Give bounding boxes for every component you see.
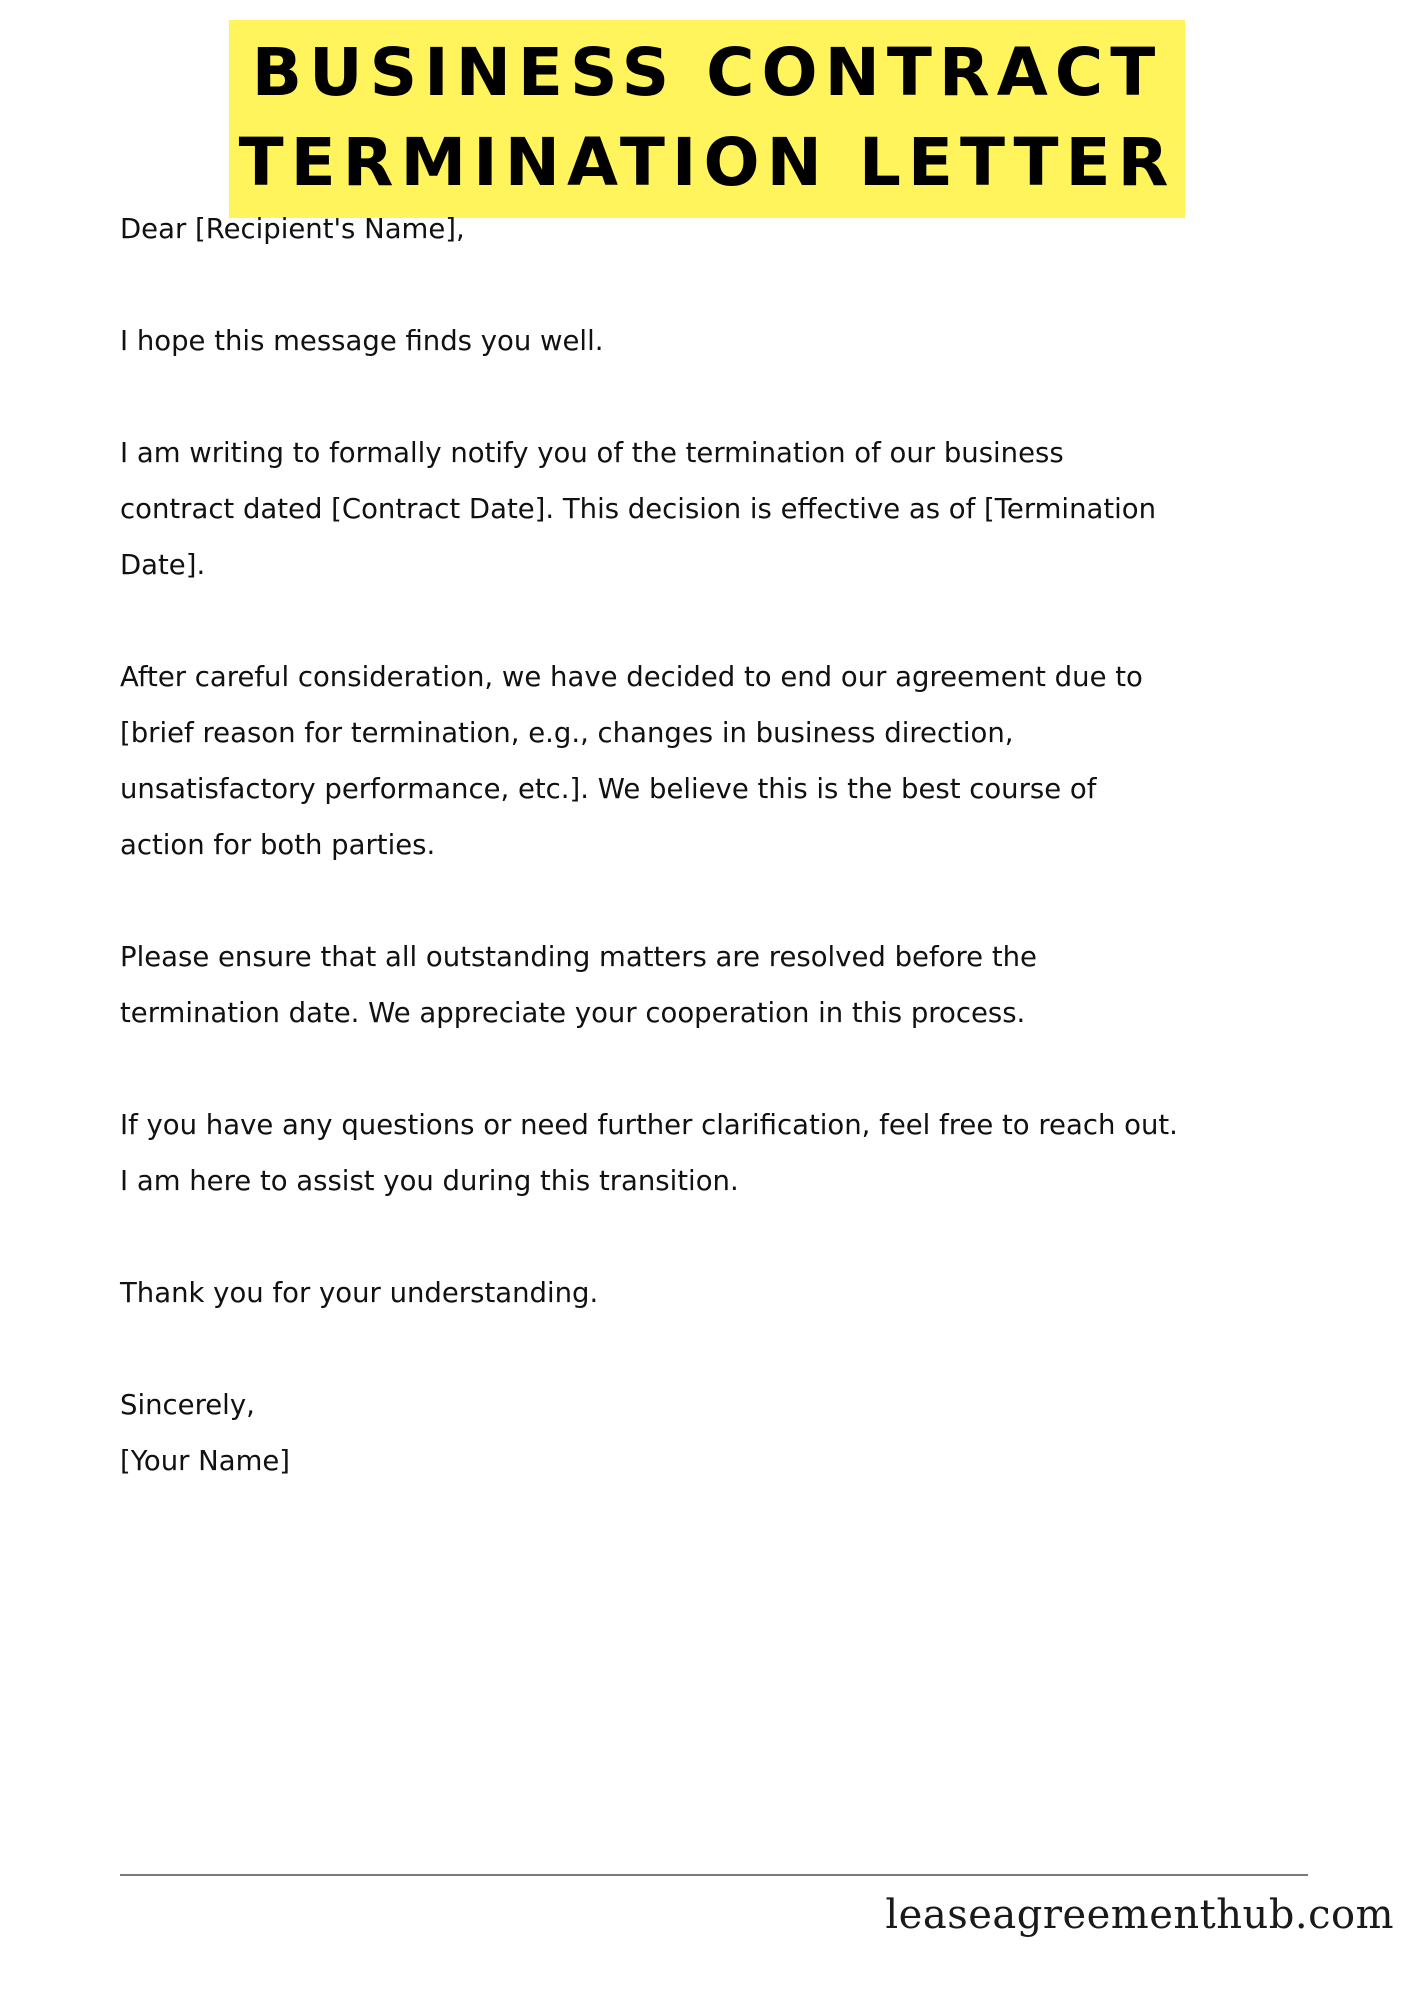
paragraph-line: I hope this message finds you well. <box>120 325 604 357</box>
paragraph-line: action for both parties. <box>120 829 436 861</box>
paragraph-questions <box>120 1097 1320 1209</box>
paragraph-line: [brief reason for termination, e.g., changes in business direction, <box>120 717 1014 749</box>
paragraph-notice <box>120 425 1320 593</box>
paragraph-line: unsatisfactory performance, etc.]. We believe this is the best course of <box>120 773 1097 805</box>
page-title <box>229 20 1186 218</box>
paragraph-thanks <box>120 1265 1320 1321</box>
paragraph-reason <box>120 649 1320 873</box>
footer-site-name: leaseagreementhub.com <box>885 1892 1394 1938</box>
greeting-text: Dear [Recipient's Name], <box>120 213 465 245</box>
title-line-2: TERMINATION LETTER <box>238 124 1176 201</box>
greeting <box>120 201 1320 257</box>
paragraph-line: After careful consideration, we have decided to end our agreement due to <box>120 661 1143 693</box>
paragraph-line: If you have any questions or need further clarification, feel free to reach out. <box>120 1109 1178 1141</box>
paragraph-line: I am writing to formally notify you of the termination of our business <box>120 437 1064 469</box>
paragraph-opening <box>120 313 1320 369</box>
title-line-1: BUSINESS CONTRACT <box>251 34 1163 111</box>
paragraph-line: Thank you for your understanding. <box>120 1277 599 1309</box>
paragraph-line: termination date. We appreciate your cooperation in this process. <box>120 997 1026 1029</box>
paragraph-matters <box>120 929 1320 1041</box>
title-area <box>0 20 1414 218</box>
paragraph-line: Please ensure that all outstanding matters are resolved before the <box>120 941 1037 973</box>
paragraph-line: Date]. <box>120 549 206 581</box>
letter-body <box>120 201 1320 1545</box>
closing-text: Sincerely, <box>120 1389 255 1421</box>
signoff <box>120 1377 1320 1489</box>
footer-divider <box>120 1874 1308 1876</box>
paragraph-line: contract dated [Contract Date]. This decision is effective as of [Termination <box>120 493 1157 525</box>
paragraph-line: I am here to assist you during this transition. <box>120 1165 739 1197</box>
signature-text: [Your Name] <box>120 1445 291 1477</box>
